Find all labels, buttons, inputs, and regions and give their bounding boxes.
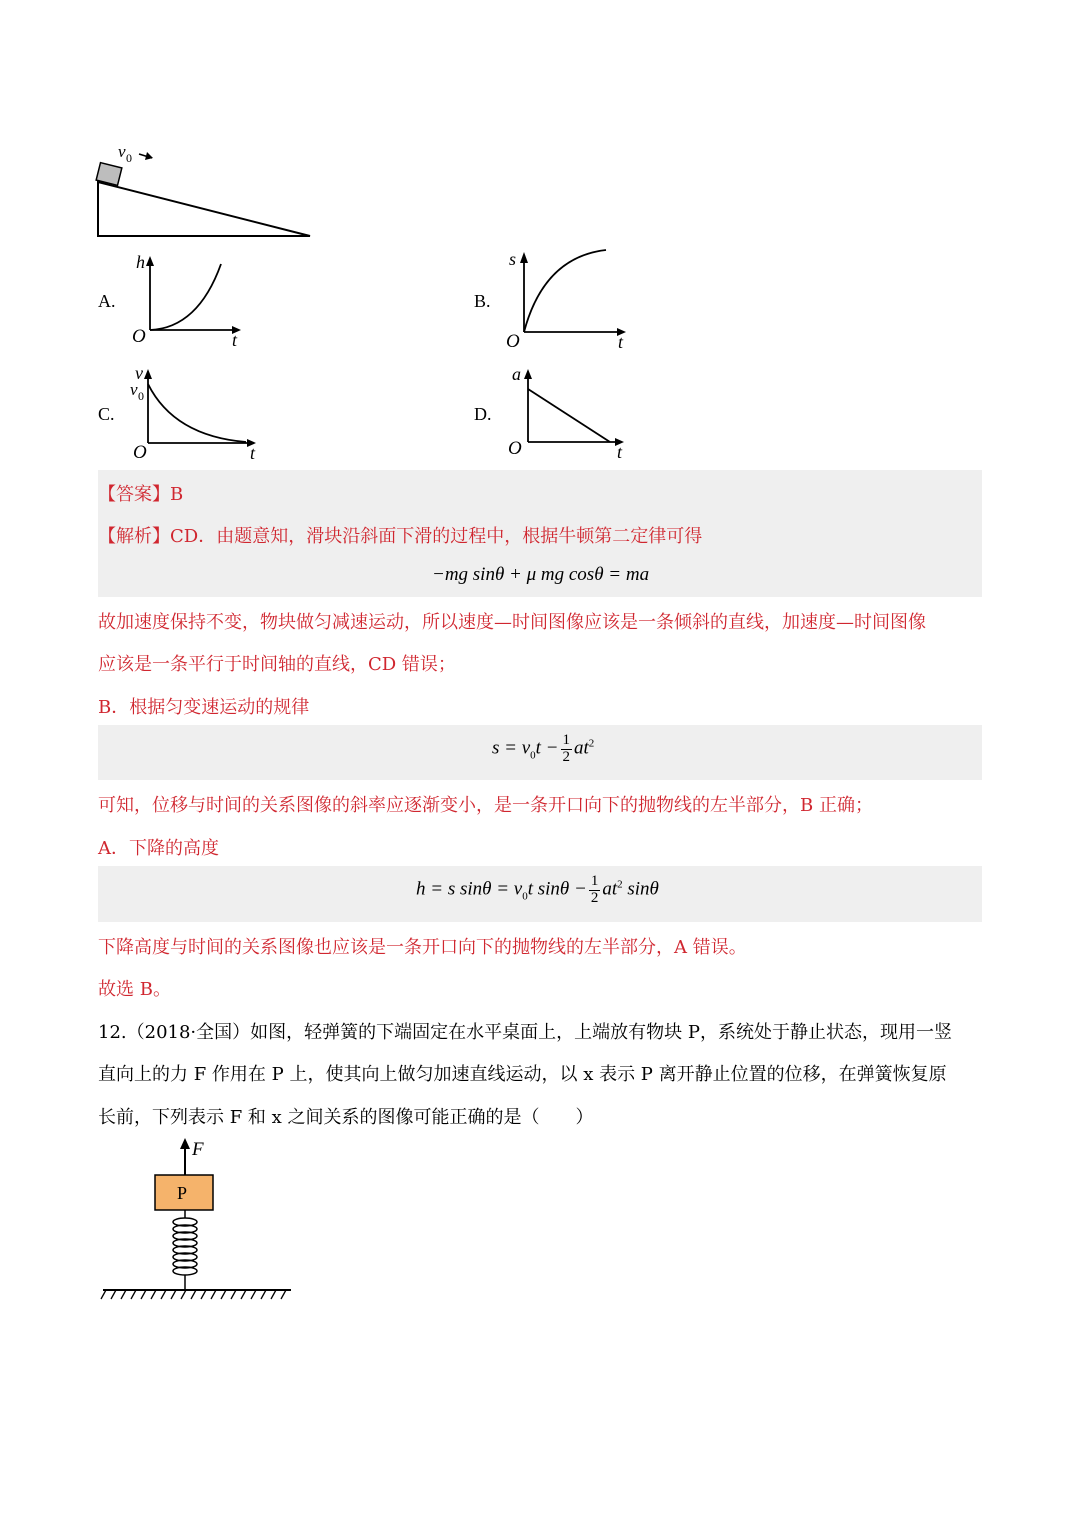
answer-tag: 【答案】 (98, 484, 170, 505)
option-b-letter: B. (474, 291, 491, 311)
option-c-origin: O (133, 442, 147, 462)
analysis-intro: CD．由题意知，滑块沿斜面下滑的过程中，根据牛顿第二定律可得 (170, 526, 703, 547)
option-b-x-label: t (618, 332, 624, 352)
block-label: P (177, 1183, 188, 1203)
answer-line (98, 480, 183, 506)
analysis-conclusion: 故选 B。 (98, 979, 171, 1000)
option-d-x-label: t (617, 442, 623, 462)
option-b-y-label: s (509, 249, 517, 269)
option-c-letter: C. (98, 404, 115, 424)
formula-displacement: $s = v_0t$ − $\frac{1}{2}$ $at^2$ (492, 732, 595, 765)
analysis-text-1: 故加速度保持不变，物块做匀减速运动，所以速度—时间图像应该是一条倾斜的直线，加速度—时间图像 (98, 612, 926, 633)
option-c-x-label: t (250, 443, 256, 462)
option-c-v0-sub: 0 (138, 389, 144, 403)
option-b-graph (504, 245, 634, 353)
option-a-graph (128, 250, 253, 350)
v0-sub: 0 (126, 151, 132, 165)
spring-coil (173, 1210, 197, 1289)
question12-line-1: 12.（2018·全国）如图，轻弹簧的下端固定在水平桌面上，上端放有物块 P，系统处于静止状态，现用一竖 (98, 1022, 952, 1043)
force-arrow-icon (180, 1138, 190, 1149)
formula-height: h = s $\sin\theta = v_0t$ sinθ − $\frac{1}{2}$ $at^2$ sinθ (416, 873, 659, 906)
option-a-y-label: h (136, 252, 145, 272)
option-c-v0-label: v (130, 380, 138, 399)
option-c-graph (126, 362, 266, 462)
analysis-text-4: 下降高度与时间的关系图像也应该是一条开口向下的抛物线的左半部分，A 错误。 (98, 937, 747, 958)
question12-line-3: 长前，下列表示 F 和 x 之间关系的图像可能正确的是（ ） (98, 1107, 594, 1128)
analysis-intro-line (98, 522, 702, 548)
option-a-letter: A. (98, 291, 116, 311)
table-hatching (101, 1290, 286, 1299)
option-a-x-label: t (232, 330, 238, 350)
option-d-letter: D. (474, 404, 492, 424)
incline-figure (90, 140, 320, 245)
analysis-tag: 【解析】 (98, 526, 170, 547)
v0-arrow-icon (145, 152, 153, 160)
question12-line-2: 直向上的力 F 作用在 P 上，使其向上做匀加速直线运动，以 x 表示 P 离开静止位置的位移，在弹簧恢复原 (98, 1064, 947, 1085)
option-d-y-label: a (512, 364, 521, 384)
incline-triangle (98, 182, 310, 236)
analysis-a-line: A．下降的高度 (98, 838, 219, 859)
option-c-y-label: v (135, 363, 143, 383)
force-label: F (192, 1139, 204, 1160)
option-d-graph (504, 362, 634, 462)
option-a-origin: O (132, 326, 146, 347)
analysis-b-line: B．根据匀变速运动的规律 (98, 697, 310, 718)
formula-newton: −mg sinθ + μ mg cosθ = ma (432, 564, 650, 585)
analysis-text-2: 应该是一条平行于时间轴的直线，CD 错误； (98, 654, 456, 675)
answer-value: B (170, 484, 184, 505)
analysis-text-3: 可知，位移与时间的关系图像的斜率应逐渐变小，是一条开口向下的抛物线的左半部分，B 正确； (98, 795, 873, 816)
v0-label: v (118, 142, 126, 161)
spring-figure (98, 1133, 298, 1303)
option-d-origin: O (508, 438, 522, 459)
option-b-origin: O (506, 331, 520, 352)
